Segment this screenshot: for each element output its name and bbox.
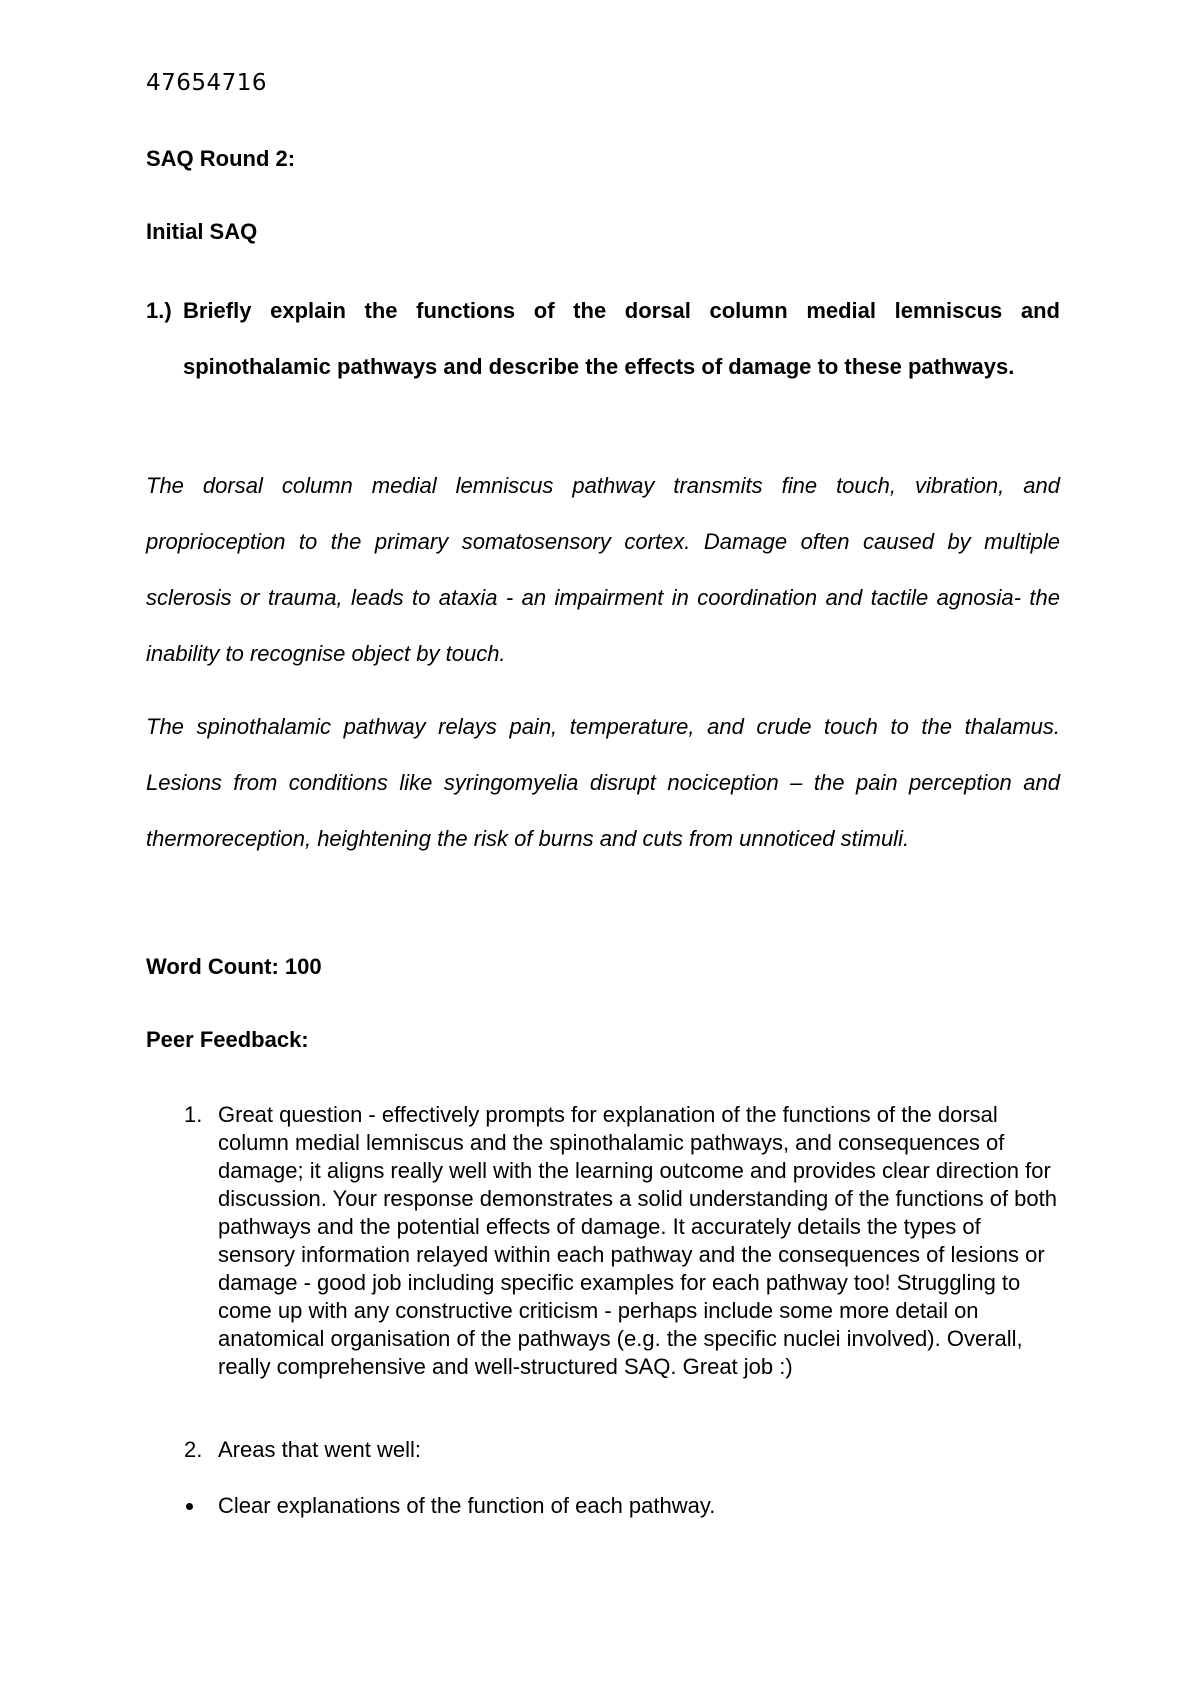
bullet-text: Clear explanations of the function of each pathway. xyxy=(218,1493,716,1518)
question-text: Briefly explain the functions of the dorsal column medial lemniscus and spinothalamic pathways and describe the effects of damage to these pathways. xyxy=(183,298,1060,379)
peer-feedback-title: Peer Feedback: xyxy=(146,1027,309,1052)
question-block xyxy=(146,283,1060,395)
bullet-icon xyxy=(186,1503,193,1510)
document-id: 47654716 xyxy=(146,70,268,96)
round-title: SAQ Round 2: xyxy=(146,146,296,171)
bullet-list-item xyxy=(146,1492,1060,1520)
answer-paragraph-dcml: The dorsal column medial lemniscus pathway transmits fine touch, vibration, and proprioception to the primary somatosensory cortex. Damage often caused by multiple sclerosis or trauma, leads to ataxia - an impairment in coordination and tactile agnosia- the inability to recognise object by touch. xyxy=(146,473,1060,666)
feedback-item-text: Great question - effectively prompts for explanation of the functions of the dorsal column medial lemniscus and the spinothalamic pathways, and consequences of damage; it aligns really well with the learning outcome and provides clear direction for discussion. Your response demonstrates a solid understanding of the functions of both pathways and the potential effects of damage. It accurately details the types of sensory information relayed within each pathway and the consequences of lesions or damage - good job including specific examples for each pathway too! Struggling to come up with any constructive criticism - perhaps include some more detail on anatomical organisation of the pathways (e.g. the specific nuclei involved). Overall, really comprehensive and well-structured SAQ. Great job :) xyxy=(218,1102,1057,1379)
answer-paragraph-spinothalamic: The spinothalamic pathway relays pain, temperature, and crude touch to the thalamus. Lesions from conditions like syringomyelia disrupt nociception – the pain perception and thermoreception, heightening the risk of burns and cuts from unnoticed stimuli. xyxy=(146,714,1060,851)
feedback-item xyxy=(146,1436,1060,1464)
word-count: Word Count: 100 xyxy=(146,954,322,979)
question-number: 1.) xyxy=(146,298,172,323)
feedback-item-text: Areas that went well: xyxy=(218,1437,421,1462)
initial-saq-title: Initial SAQ xyxy=(146,219,258,244)
feedback-item xyxy=(146,1101,1060,1381)
feedback-item-number: 2. xyxy=(184,1437,203,1462)
feedback-item-number: 1. xyxy=(184,1102,203,1127)
